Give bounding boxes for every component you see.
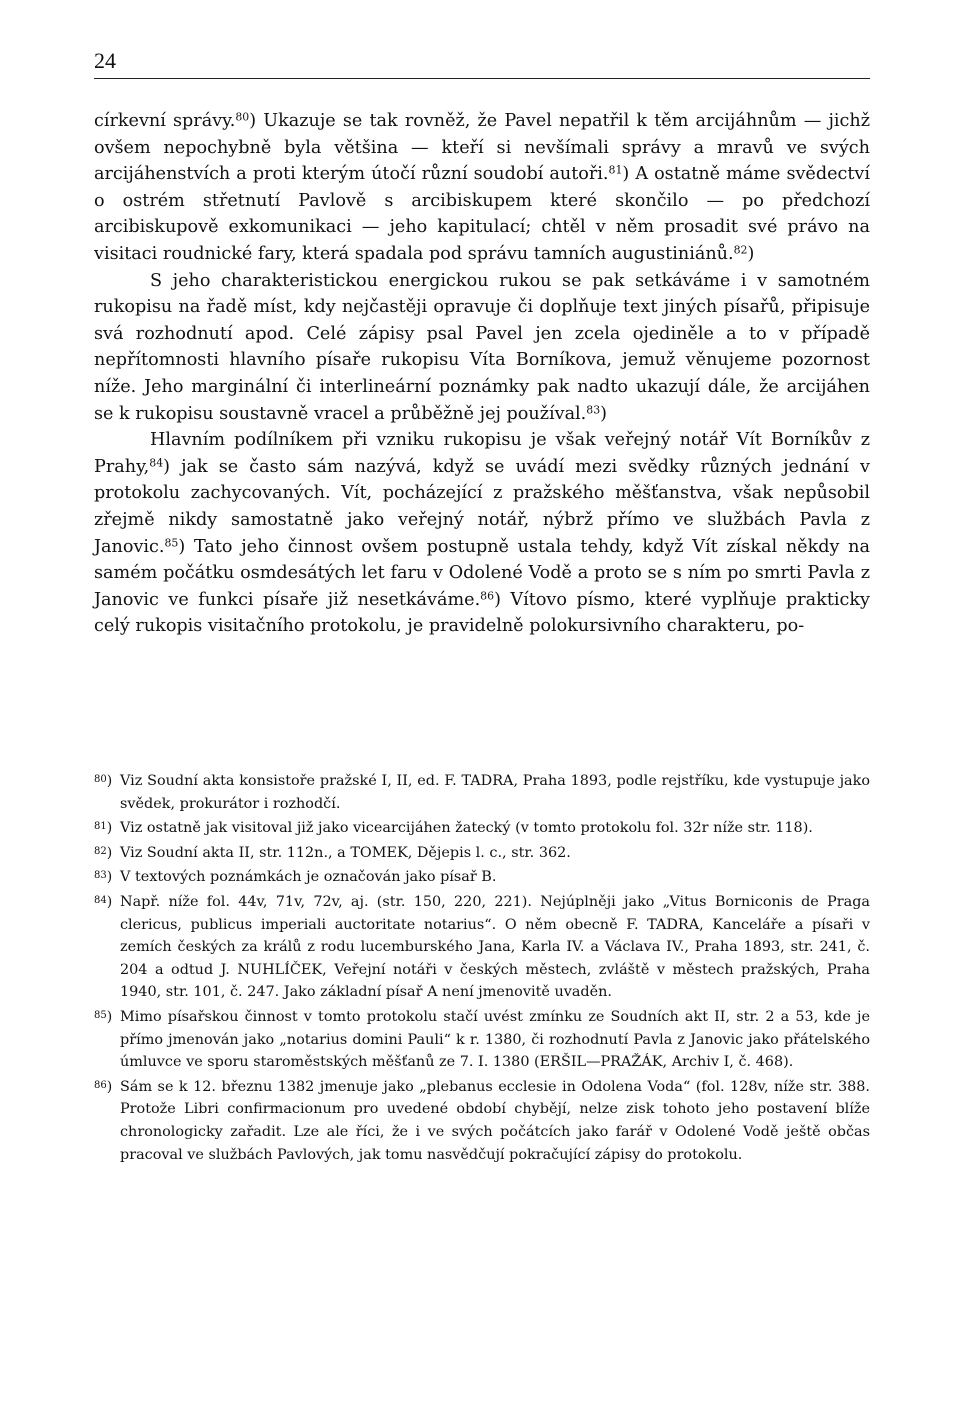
footnote-mark: 81 ) <box>94 814 112 839</box>
footnote-text: Sám se k 12. březnu 1382 jmenuje jako „plebanus ecclesie in Odolena Voda“ (fol. 128v, níže str. 388. Protože Libri confirmacionum pro uvedené období chybějí, nelze zisk tohoto jeho postavení blíže chronologicky zařadit. Lze ale říci, že i ve svých počátcích jako farář v Odolené Vodě ještě občas pracoval ve službách Pavlových, jak tomu nasvědčují pokračující zápisy do protokolu. <box>120 1078 870 1163</box>
text-run: ) Vítovo písmo, které vyplňuje prakticky celý rukopis visitačního protokolu, je pravidelně polokursivního charakteru, po- <box>94 589 870 637</box>
text-run: ) <box>600 403 608 424</box>
footnote <box>94 1076 870 1166</box>
footnote-text: Např. níže fol. 44v, 71v, 72v, aj. (str. 150, 220, 221). Nejúplněji jako „Vitus Borniconis de Praga clericus, publicus imperiali auctoritate notarius“. O něm obecně F. TADRA, Kanceláře a písaři v zemích českých za králů z rodu lucemburského Jana, Karla IV. a Václava IV., Praha 1893, str. 241, č. 204 a odtud J. NUHLÍČEK, Veřejní notáři v českých městech, zvláště v městech pražských, Praha 1940, str. 101, č. 247. Jako základní písař A není jmenovitě uvaděn. <box>120 893 870 1001</box>
text-run: ) Tato jeho činnost ovšem postupně ustala tehdy, když Vít získal někdy na samém počátku osmdesátých let faru v Odolené Vodě a proto se s ním po smrti Pavla z Janovic ve funkci písaře již nesetkáváme. <box>94 536 870 610</box>
paragraph-2 <box>94 268 870 428</box>
footnote-ref: 85 <box>164 536 179 550</box>
footnotes <box>94 770 870 1168</box>
footnote <box>94 891 870 1004</box>
text-run: ) <box>747 243 755 264</box>
main-text <box>94 108 870 640</box>
text-run: ) A ostatně máme svědectví o ostrém střetnutí Pavlově s arcibiskupem které skončilo — po předchozí arcibiskupově exkomunikaci — jeho kapitulací; chtěl v něm prosadit své právo na visitaci roudnické fary, která spadala pod správu tamních augustiniánů. <box>94 164 870 264</box>
paragraph-1 <box>94 108 870 268</box>
footnote-ref: 83 <box>586 403 601 417</box>
text-run: církevní správy. <box>94 111 236 131</box>
footnote-ref: 86 <box>480 589 495 603</box>
footnote <box>94 770 870 815</box>
paragraph-3 <box>94 427 870 640</box>
footnote-mark: 83 ) <box>94 863 112 888</box>
footnote-ref: 84 <box>149 456 164 470</box>
footnote-mark: 84 ) <box>94 888 112 913</box>
footnote-ref: 81 <box>608 163 623 177</box>
page-number: 24 <box>94 48 116 73</box>
footnote-text: V textových poznámkách je označován jako písař B. <box>120 869 497 886</box>
footnote <box>94 842 870 865</box>
text-run: ) jak se často sám nazývá, když se uvádí mezi svědky různých jednání v protokolu zachycovaných. Vít, pocházející z pražského měšťanstva, však nepůsobil zřejmě nikdy samostatně jako veřejný notář, nýbrž přímo ve službách Pavla z Janovic. <box>94 456 870 557</box>
footnote-text: Mimo písařskou činnost v tomto protokolu stačí uvést zmínku ze Soudních akt II, str. 2 a 53, kde je přímo jmenován jako „notarius domini Pauli“ k r. 1380, či rozhodnutí Pavla z Janovic jako přátelského úmluvce ve sporu staroměstských měšťanů ze 7. I. 1380 (ERŠIL—PRAŽÁK, Archiv I, č. 468). <box>120 1008 870 1071</box>
header-rule <box>94 78 870 79</box>
text-run: Hlavním podílníkem při vzniku rukopisu je však veřejný notář Vít Borníkův z Prahy, <box>94 430 870 477</box>
footnote <box>94 1006 870 1074</box>
footnote-text: Viz Soudní akta II, str. 112n., a TOMEK, Dějepis l. c., str. 362. <box>120 844 571 861</box>
footnote-mark: 85 ) <box>94 1003 112 1028</box>
footnote-text: Viz Soudní akta konsistoře pražské I, II, ed. F. TADRA, Praha 1893, podle rejstříku, kde vystupuje jako svědek, prokurátor i rozhodčí. <box>120 773 870 812</box>
footnote-mark: 86 ) <box>94 1073 112 1098</box>
text-run: S jeho charakteristickou energickou rukou se pak setkáváme i v samotném rukopisu na řadě míst, kdy nejčastěji opravuje či doplňuje text jiných písařů, připisuje svá rozhodnutí apod. Celé zápisy psal Pavel jen zcela ojediněle a to v případě nepřítomnosti hlavního písaře rukopisu Víta Borníkova, jemuž věnujeme pozornost níže. Jeho marginální či interlineární poznámky pak nadto ukazují dále, že arcijáhen se k rukopisu soustavně vracel a průběžně jej používal. <box>94 270 870 424</box>
footnote-ref: 82 <box>733 243 748 257</box>
footnote-text: Viz ostatně jak visitoval již jako vicearcijáhen žatecký (v tomto protokolu fol. 32r níže str. 118). <box>120 820 813 837</box>
footnote-mark: 80 ) <box>94 767 112 792</box>
footnote <box>94 817 870 840</box>
footnote-ref: 80 <box>235 110 250 124</box>
text-run: ) Ukazuje se tak rovněž, že Pavel nepatřil k těm arcijáhnům — jichž ovšem nepochybně byla většina — kteří si nevšímali správy a mravů ve svých arcijáhenstvích a proti kterým útočí různí soudobí autoři. <box>94 111 870 185</box>
footnote-mark: 82 ) <box>94 839 112 864</box>
footnote <box>94 866 870 889</box>
